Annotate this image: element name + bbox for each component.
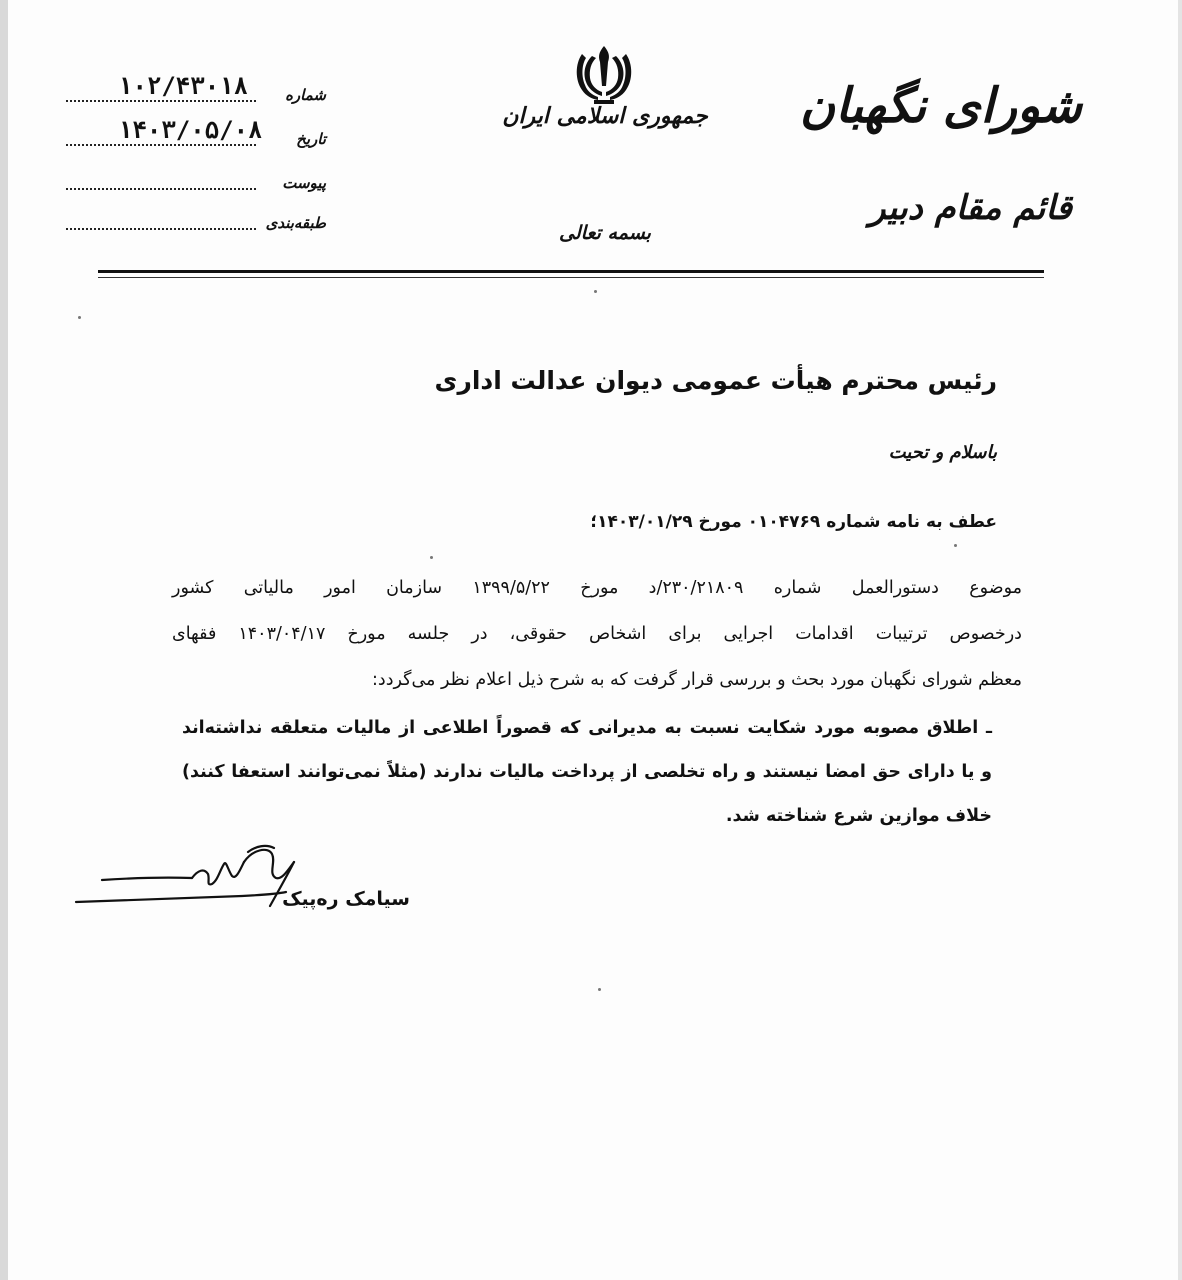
- scan-edge-left: [0, 0, 8, 1280]
- clause-line: و یا دارای حق امضا نیستند و راه تخلصی از پرداخت مالیات ندارند (مثلاً نمی‌توانند استعفا کنند): [182, 762, 992, 782]
- national-emblem-icon: [572, 42, 636, 108]
- header-rule-thick: [98, 270, 1044, 273]
- recipient-title: رئیس محترم هیأت عمومی دیوان عدالت اداری: [434, 366, 997, 395]
- header-rule-thin: [98, 277, 1044, 278]
- scan-speck: [954, 544, 957, 547]
- meta-attachment-dots: [66, 188, 256, 190]
- meta-classification-row: [66, 204, 326, 234]
- meta-date-label: تاریخ: [296, 130, 326, 148]
- country-name: جمهوری اسلامی ایران: [502, 103, 708, 129]
- body-line: درخصوص ترتیبات اقدامات اجرایی برای اشخاص حقوقی، در جلسه مورخ ۱۴۰۳/۰۴/۱۷ فقهای: [172, 624, 1022, 644]
- meta-date-value: ۱۴۰۳/۰۵/۰۸: [118, 116, 263, 144]
- meta-number-value: ۱۰۲/۴۳۰۱۸: [118, 72, 249, 100]
- signer-name: سیامک ره‌پیک: [282, 888, 410, 910]
- bismillah: بسمه تعالی: [559, 222, 651, 244]
- clause-line: خلاف موازین شرع شناخته شد.: [725, 806, 992, 826]
- scan-edge-right: [1178, 0, 1182, 1280]
- salutation: باسلام و تحیت: [888, 442, 997, 463]
- body-line: معظم شورای نگهبان مورد بحث و بررسی قرار گرفت که به شرح ذیل اعلام نظر می‌گردد:: [372, 670, 1022, 690]
- meta-date-dots: [66, 144, 256, 146]
- handwritten-signature: [72, 840, 312, 910]
- organization-subtitle: قائم مقام دبیر: [869, 188, 1072, 228]
- meta-classification-dots: [66, 228, 256, 230]
- meta-attachment-label: پیوست: [282, 174, 326, 192]
- meta-classification-label: طبقه‌بندی: [265, 214, 326, 232]
- meta-number-label: شماره: [285, 86, 326, 104]
- organization-name: شورای نگهبان: [799, 78, 1082, 134]
- scan-speck: [594, 290, 597, 293]
- body-line: موضوع دستورالعمل شماره ۲۳۰/۲۱۸۰۹/د مورخ ۱۳۹۹/۵/۲۲ سازمان امور مالیاتی کشور: [172, 578, 1022, 598]
- scan-speck: [78, 316, 81, 319]
- meta-number-row: [66, 72, 326, 106]
- meta-date-row: [66, 116, 326, 150]
- meta-attachment-row: [66, 164, 326, 194]
- reference-line: عطف به نامه شماره ۰۱۰۴۷۶۹ مورخ ۱۴۰۳/۰۱/۲۹؛: [590, 512, 997, 532]
- meta-number-dots: [66, 100, 256, 102]
- clause-line: ـ اطلاق مصوبه مورد شکایت نسبت به مدیرانی که قصوراً اطلاعی از مالیات متعلقه نداشته‌اند: [182, 718, 992, 738]
- scan-speck: [598, 988, 601, 991]
- scan-speck: [430, 556, 433, 559]
